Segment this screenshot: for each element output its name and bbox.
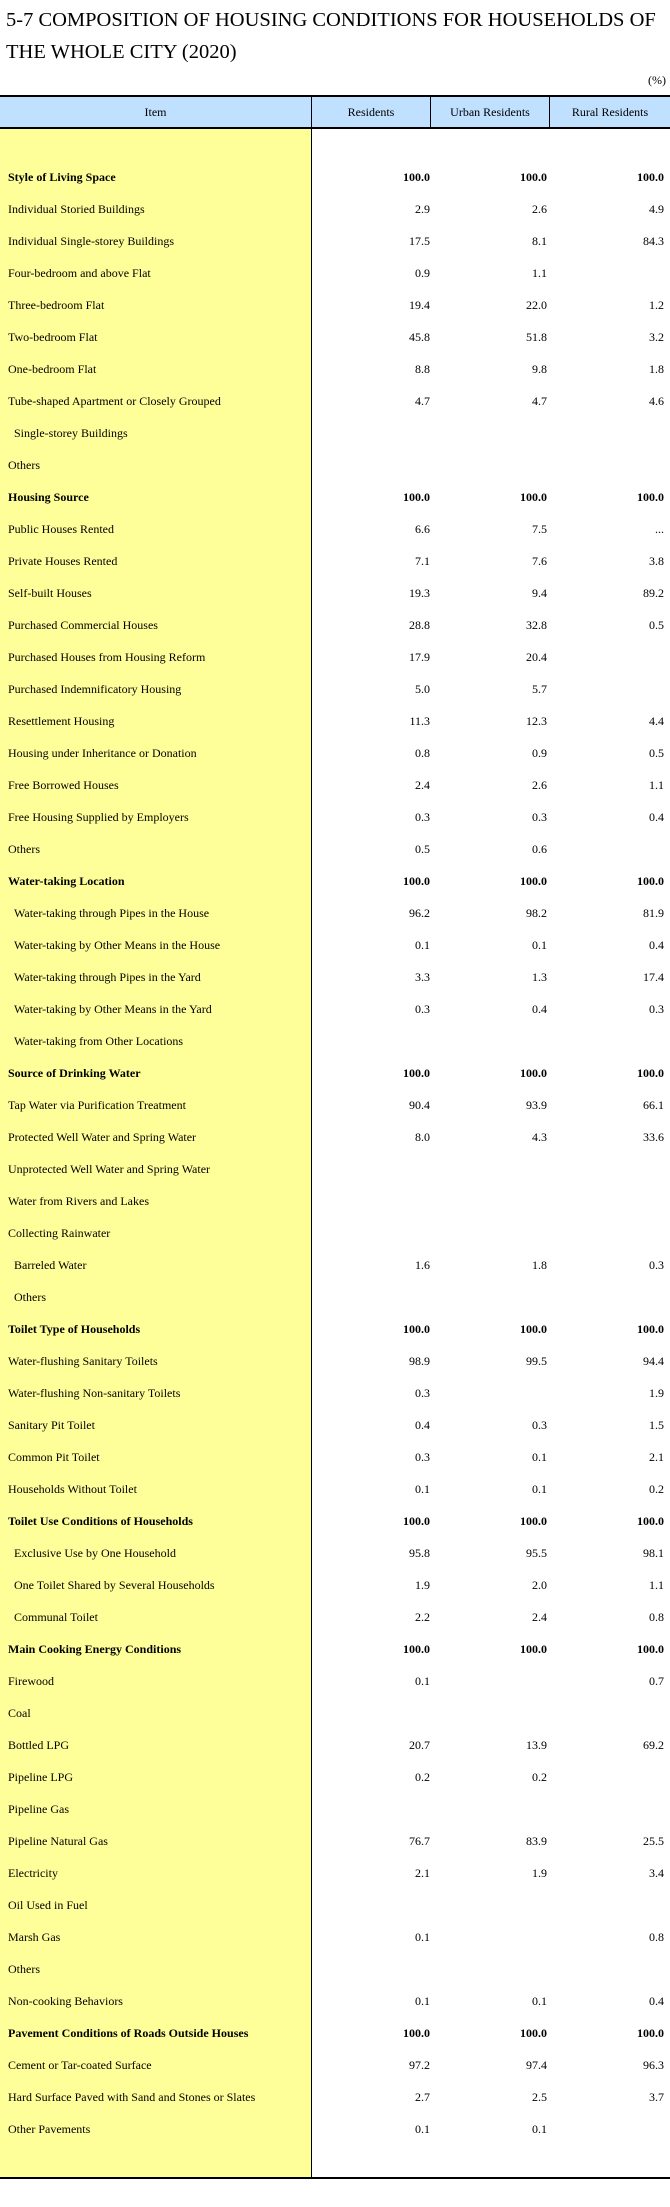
row-label: Tube-shaped Apartment or Closely Grouped	[8, 394, 221, 408]
rural-residents-value: 0.3	[649, 1002, 664, 1016]
rural-residents-value: 96.3	[643, 2058, 664, 2072]
table-row	[0, 897, 670, 929]
row-label: Three-bedroom Flat	[8, 298, 105, 312]
table-row	[0, 801, 670, 833]
row-label: Individual Storied Buildings	[8, 202, 145, 216]
table-bottom-rule	[0, 2177, 670, 2179]
table-row	[0, 1953, 670, 1985]
residents-value: 0.3	[415, 810, 430, 824]
page-title: 5-7 COMPOSITION OF HOUSING CONDITIONS FOR HOUSEHOLDS OF THE WHOLE CITY (2020)	[6, 9, 656, 63]
rural-residents-value: 100.0	[637, 2026, 664, 2040]
table-row	[0, 1441, 670, 1473]
rural-residents-value: 1.1	[649, 1578, 664, 1592]
table-row	[0, 1889, 670, 1921]
row-label: Purchased Indemnificatory Housing	[8, 682, 182, 696]
urban-residents-value: 100.0	[520, 2026, 547, 2040]
header-rural-residents: Rural Residents	[571, 105, 649, 119]
table-row	[0, 993, 670, 1025]
section-header-row	[0, 1633, 670, 1665]
urban-residents-value: 1.3	[532, 970, 547, 984]
rural-residents-value: 0.8	[649, 1930, 664, 1944]
rural-residents-value: 100.0	[637, 1514, 664, 1528]
rural-residents-value: 4.9	[649, 202, 664, 216]
table-row	[0, 545, 670, 577]
row-label: Exclusive Use by One Household	[14, 1546, 176, 1560]
residents-value: 45.8	[409, 330, 430, 344]
table-row	[0, 769, 670, 801]
urban-residents-value: 100.0	[520, 170, 547, 184]
residents-value: 100.0	[403, 2026, 430, 2040]
rural-residents-value: 1.2	[649, 298, 664, 312]
table-row	[0, 1185, 670, 1217]
residents-value: 5.0	[415, 682, 430, 696]
table-row	[0, 129, 670, 161]
residents-value: 0.3	[415, 1002, 430, 1016]
row-label: Barreled Water	[14, 1258, 87, 1272]
table-row	[0, 577, 670, 609]
table-row	[0, 225, 670, 257]
row-label: One Toilet Shared by Several Households	[14, 1578, 215, 1592]
urban-residents-value: 9.8	[532, 362, 547, 376]
rural-residents-value: 0.3	[649, 1258, 664, 1272]
rural-residents-value: 0.7	[649, 1674, 664, 1688]
row-label: Style of Living Space	[8, 170, 116, 184]
residents-value: 2.9	[415, 202, 430, 216]
urban-residents-value: 4.3	[532, 1130, 547, 1144]
residents-value: 2.2	[415, 1610, 430, 1624]
urban-residents-value: 9.4	[532, 586, 547, 600]
residents-value: 19.3	[409, 586, 430, 600]
table-row	[0, 1089, 670, 1121]
table-row	[0, 1825, 670, 1857]
row-label: Unprotected Well Water and Spring Water	[8, 1162, 211, 1176]
table-row	[0, 1345, 670, 1377]
urban-residents-value: 0.4	[532, 1002, 547, 1016]
table-row	[0, 1793, 670, 1825]
row-label: Main Cooking Energy Conditions	[8, 1642, 182, 1656]
residents-value: 0.1	[415, 1994, 430, 2008]
row-label: Water-taking by Other Means in the Yard	[14, 1002, 212, 1016]
residents-value: 100.0	[403, 170, 430, 184]
section-header-row	[0, 161, 670, 193]
row-label: Single-storey Buildings	[14, 426, 128, 440]
row-label: Hard Surface Paved with Sand and Stones or Slates	[8, 2090, 256, 2104]
row-label: Two-bedroom Flat	[8, 330, 98, 344]
row-label: Pavement Conditions of Roads Outside Houses	[8, 2026, 249, 2040]
residents-value: 0.1	[415, 938, 430, 952]
section-header-row	[0, 865, 670, 897]
header-item: Item	[144, 105, 167, 119]
table-row	[0, 2081, 670, 2113]
header-urban-residents: Urban Residents	[450, 105, 530, 119]
rural-residents-value: 66.1	[643, 1098, 664, 1112]
table-row	[0, 1377, 670, 1409]
row-label: Others	[8, 842, 40, 856]
rural-residents-value: 81.9	[643, 906, 664, 920]
row-label: Housing under Inheritance or Donation	[8, 746, 197, 760]
row-label: Protected Well Water and Spring Water	[8, 1130, 197, 1144]
residents-value: 0.4	[415, 1418, 430, 1432]
section-header-row	[0, 1313, 670, 1345]
row-label: Electricity	[8, 1866, 58, 1880]
residents-value: 2.4	[415, 778, 430, 792]
table-row	[0, 1729, 670, 1761]
residents-value: 100.0	[403, 1514, 430, 1528]
rural-residents-value: 69.2	[643, 1738, 664, 1752]
rural-residents-value: 3.7	[649, 2090, 664, 2104]
residents-value: 17.5	[409, 234, 430, 248]
table-row	[0, 257, 670, 289]
residents-value: 2.7	[415, 2090, 430, 2104]
table-row	[0, 1153, 670, 1185]
row-label: Tap Water via Purification Treatment	[8, 1098, 186, 1112]
residents-value: 0.8	[415, 746, 430, 760]
urban-residents-value: 97.4	[526, 2058, 547, 2072]
residents-value: 28.8	[409, 618, 430, 632]
row-label: Water-taking by Other Means in the House	[14, 938, 221, 952]
urban-residents-value: 1.1	[532, 266, 547, 280]
table-row	[0, 1665, 670, 1697]
urban-residents-value: 8.1	[532, 234, 547, 248]
unit-label: (%)	[648, 73, 666, 87]
residents-value: 98.9	[409, 1354, 430, 1368]
row-label: Water-flushing Non-sanitary Toilets	[8, 1386, 181, 1400]
urban-residents-value: 0.2	[532, 1770, 547, 1784]
urban-residents-value: 98.2	[526, 906, 547, 920]
row-label: Self-built Houses	[8, 586, 92, 600]
urban-residents-value: 100.0	[520, 1066, 547, 1080]
row-label: Toilet Use Conditions of Households	[8, 1514, 193, 1528]
residents-value: 6.6	[415, 522, 430, 536]
table-row	[0, 1985, 670, 2017]
table-row	[0, 1473, 670, 1505]
rural-residents-value: 0.5	[649, 618, 664, 632]
urban-residents-value: 2.6	[532, 202, 547, 216]
rural-residents-value: 4.4	[649, 714, 664, 728]
row-label: One-bedroom Flat	[8, 362, 97, 376]
row-label: Others	[8, 458, 40, 472]
table-row	[0, 193, 670, 225]
rural-residents-value: 2.1	[649, 1450, 664, 1464]
row-label: Common Pit Toilet	[8, 1450, 100, 1464]
row-label: Other Pavements	[8, 2122, 91, 2136]
row-label: Water-taking Location	[8, 874, 125, 888]
rural-residents-value: 1.8	[649, 362, 664, 376]
rural-residents-value: 0.4	[649, 1994, 664, 2008]
rural-residents-value: 100.0	[637, 1322, 664, 1336]
table-row	[0, 609, 670, 641]
urban-residents-value: 83.9	[526, 1834, 547, 1848]
residents-value: 11.3	[409, 714, 430, 728]
rural-residents-value: 0.2	[649, 1482, 664, 1496]
urban-residents-value: 93.9	[526, 1098, 547, 1112]
urban-residents-value: 1.8	[532, 1258, 547, 1272]
row-label: Source of Drinking Water	[8, 1066, 141, 1080]
residents-value: 3.3	[415, 970, 430, 984]
urban-residents-value: 7.6	[532, 554, 547, 568]
section-header-row	[0, 481, 670, 513]
residents-value: 0.1	[415, 1674, 430, 1688]
row-label: Four-bedroom and above Flat	[8, 266, 151, 280]
table-row	[0, 1921, 670, 1953]
urban-residents-value: 12.3	[526, 714, 547, 728]
row-label: Households Without Toilet	[8, 1482, 137, 1496]
urban-residents-value: 5.7	[532, 682, 547, 696]
row-label: Water-flushing Sanitary Toilets	[8, 1354, 158, 1368]
residents-value: 8.8	[415, 362, 430, 376]
urban-residents-value: 1.9	[532, 1866, 547, 1880]
row-label: Purchased Commercial Houses	[8, 618, 158, 632]
residents-value: 0.3	[415, 1386, 430, 1400]
urban-residents-value: 4.7	[532, 394, 547, 408]
row-label: Firewood	[8, 1674, 54, 1688]
rural-residents-value: 1.5	[649, 1418, 664, 1432]
row-label: Water-taking through Pipes in the Yard	[14, 970, 201, 984]
urban-residents-value: 2.5	[532, 2090, 547, 2104]
rural-residents-value: 0.4	[649, 938, 664, 952]
urban-residents-value: 100.0	[520, 1514, 547, 1528]
table-row	[0, 1761, 670, 1793]
row-label: Pipeline LPG	[8, 1770, 73, 1784]
urban-residents-value: 100.0	[520, 1642, 547, 1656]
row-label: Marsh Gas	[8, 1930, 61, 1944]
urban-residents-value: 22.0	[526, 298, 547, 312]
urban-residents-value: 100.0	[520, 874, 547, 888]
residents-value: 97.2	[409, 2058, 430, 2072]
table-row	[0, 2113, 670, 2145]
rural-residents-value: 3.8	[649, 554, 664, 568]
table-row	[0, 1249, 670, 1281]
row-label: Bottled LPG	[8, 1738, 70, 1752]
table-row	[0, 1601, 670, 1633]
table-header	[0, 97, 670, 129]
urban-residents-value: 0.1	[532, 1450, 547, 1464]
urban-residents-value: 0.1	[532, 2122, 547, 2136]
row-label: Free Housing Supplied by Employers	[8, 810, 189, 824]
residents-value: 0.1	[415, 1930, 430, 1944]
table-row	[0, 673, 670, 705]
table-row	[0, 929, 670, 961]
table-row	[0, 2145, 670, 2177]
section-header-row	[0, 1505, 670, 1537]
row-label: Communal Toilet	[14, 1610, 98, 1624]
urban-residents-value: 99.5	[526, 1354, 547, 1368]
row-label: Free Borrowed Houses	[8, 778, 119, 792]
row-label: Pipeline Natural Gas	[8, 1834, 108, 1848]
residents-value: 0.5	[415, 842, 430, 856]
residents-value: 8.0	[415, 1130, 430, 1144]
residents-value: 100.0	[403, 874, 430, 888]
rural-residents-value: 89.2	[643, 586, 664, 600]
urban-residents-value: 13.9	[526, 1738, 547, 1752]
row-label: Water-taking through Pipes in the House	[14, 906, 210, 920]
urban-residents-value: 95.5	[526, 1546, 547, 1560]
residents-value: 19.4	[409, 298, 430, 312]
table-row	[0, 1569, 670, 1601]
table-row	[0, 1025, 670, 1057]
rural-residents-value: 3.2	[649, 330, 664, 344]
table-row	[0, 1409, 670, 1441]
rural-residents-value: 100.0	[637, 1066, 664, 1080]
row-label: Toilet Type of Households	[8, 1322, 141, 1336]
urban-residents-value: 51.8	[526, 330, 547, 344]
table-row	[0, 1697, 670, 1729]
residents-value: 2.1	[415, 1866, 430, 1880]
row-label: Water-taking from Other Locations	[14, 1034, 184, 1048]
rural-residents-value: 17.4	[643, 970, 664, 984]
residents-value: 1.9	[415, 1578, 430, 1592]
rural-residents-value: 1.9	[649, 1386, 664, 1400]
rural-residents-value: 0.4	[649, 810, 664, 824]
row-label: Resettlement Housing	[8, 714, 115, 728]
residents-value: 4.7	[415, 394, 430, 408]
row-label: Private Houses Rented	[8, 554, 118, 568]
residents-value: 1.6	[415, 1258, 430, 1272]
row-label: Housing Source	[8, 490, 89, 504]
section-header-row	[0, 2017, 670, 2049]
table-row	[0, 737, 670, 769]
row-label: Oil Used in Fuel	[8, 1898, 88, 1912]
urban-residents-value: 0.3	[532, 1418, 547, 1432]
rural-residents-value: 100.0	[637, 1642, 664, 1656]
row-label: Individual Single-storey Buildings	[8, 234, 174, 248]
table-row	[0, 513, 670, 545]
residents-value: 76.7	[409, 1834, 430, 1848]
urban-residents-value: 20.4	[526, 650, 547, 664]
table-row	[0, 385, 670, 417]
residents-value: 0.9	[415, 266, 430, 280]
residents-value: 0.1	[415, 2122, 430, 2136]
residents-value: 0.2	[415, 1770, 430, 1784]
urban-residents-value: 0.1	[532, 1994, 547, 2008]
residents-value: 90.4	[409, 1098, 430, 1112]
urban-residents-value: 7.5	[532, 522, 547, 536]
row-label: Collecting Rainwater	[8, 1226, 111, 1240]
rural-residents-value: ...	[655, 522, 664, 536]
residents-value: 96.2	[409, 906, 430, 920]
section-header-row	[0, 1057, 670, 1089]
table-row	[0, 705, 670, 737]
rural-residents-value: 100.0	[637, 490, 664, 504]
residents-value: 20.7	[409, 1738, 430, 1752]
urban-residents-value: 0.1	[532, 1482, 547, 1496]
rural-residents-value: 84.3	[643, 234, 664, 248]
table-row	[0, 1281, 670, 1313]
rural-residents-value: 33.6	[643, 1130, 664, 1144]
urban-residents-value: 100.0	[520, 490, 547, 504]
residents-value: 95.8	[409, 1546, 430, 1560]
rural-residents-value: 100.0	[637, 874, 664, 888]
row-label: Others	[14, 1290, 46, 1304]
table-row	[0, 2049, 670, 2081]
table-row	[0, 833, 670, 865]
urban-residents-value: 0.9	[532, 746, 547, 760]
table-row	[0, 321, 670, 353]
rural-residents-value: 1.1	[649, 778, 664, 792]
table-row	[0, 1857, 670, 1889]
table-row	[0, 961, 670, 993]
row-label: Purchased Houses from Housing Reform	[8, 650, 206, 664]
residents-value: 100.0	[403, 490, 430, 504]
table-row	[0, 417, 670, 449]
row-label: Non-cooking Behaviors	[8, 1994, 123, 2008]
rural-residents-value: 100.0	[637, 170, 664, 184]
urban-residents-value: 100.0	[520, 1322, 547, 1336]
residents-value: 7.1	[415, 554, 430, 568]
urban-residents-value: 0.3	[532, 810, 547, 824]
row-label: Public Houses Rented	[8, 522, 114, 536]
table-row	[0, 289, 670, 321]
row-label: Pipeline Gas	[8, 1802, 69, 1816]
rural-residents-value: 25.5	[643, 1834, 664, 1848]
residents-value: 100.0	[403, 1642, 430, 1656]
rural-residents-value: 94.4	[643, 1354, 664, 1368]
row-label: Coal	[8, 1706, 31, 1720]
rural-residents-value: 3.4	[649, 1866, 664, 1880]
header-residents: Residents	[347, 105, 395, 119]
residents-value: 0.1	[415, 1482, 430, 1496]
row-label: Others	[8, 1962, 40, 1976]
residents-value: 100.0	[403, 1066, 430, 1080]
urban-residents-value: 2.6	[532, 778, 547, 792]
rural-residents-value: 98.1	[643, 1546, 664, 1560]
urban-residents-value: 32.8	[526, 618, 547, 632]
table-row	[0, 353, 670, 385]
table-row	[0, 1121, 670, 1153]
urban-residents-value: 2.4	[532, 1610, 547, 1624]
table-row	[0, 641, 670, 673]
row-label: Sanitary Pit Toilet	[8, 1418, 95, 1432]
table-row	[0, 449, 670, 481]
residents-value: 100.0	[403, 1322, 430, 1336]
row-label: Water from Rivers and Lakes	[8, 1194, 149, 1208]
table-row	[0, 1217, 670, 1249]
urban-residents-value: 0.6	[532, 842, 547, 856]
urban-residents-value: 0.1	[532, 938, 547, 952]
residents-value: 0.3	[415, 1450, 430, 1464]
urban-residents-value: 2.0	[532, 1578, 547, 1592]
table-row	[0, 1537, 670, 1569]
rural-residents-value: 0.8	[649, 1610, 664, 1624]
rural-residents-value: 4.6	[649, 394, 664, 408]
row-label: Cement or Tar-coated Surface	[8, 2058, 152, 2072]
residents-value: 17.9	[409, 650, 430, 664]
rural-residents-value: 0.5	[649, 746, 664, 760]
